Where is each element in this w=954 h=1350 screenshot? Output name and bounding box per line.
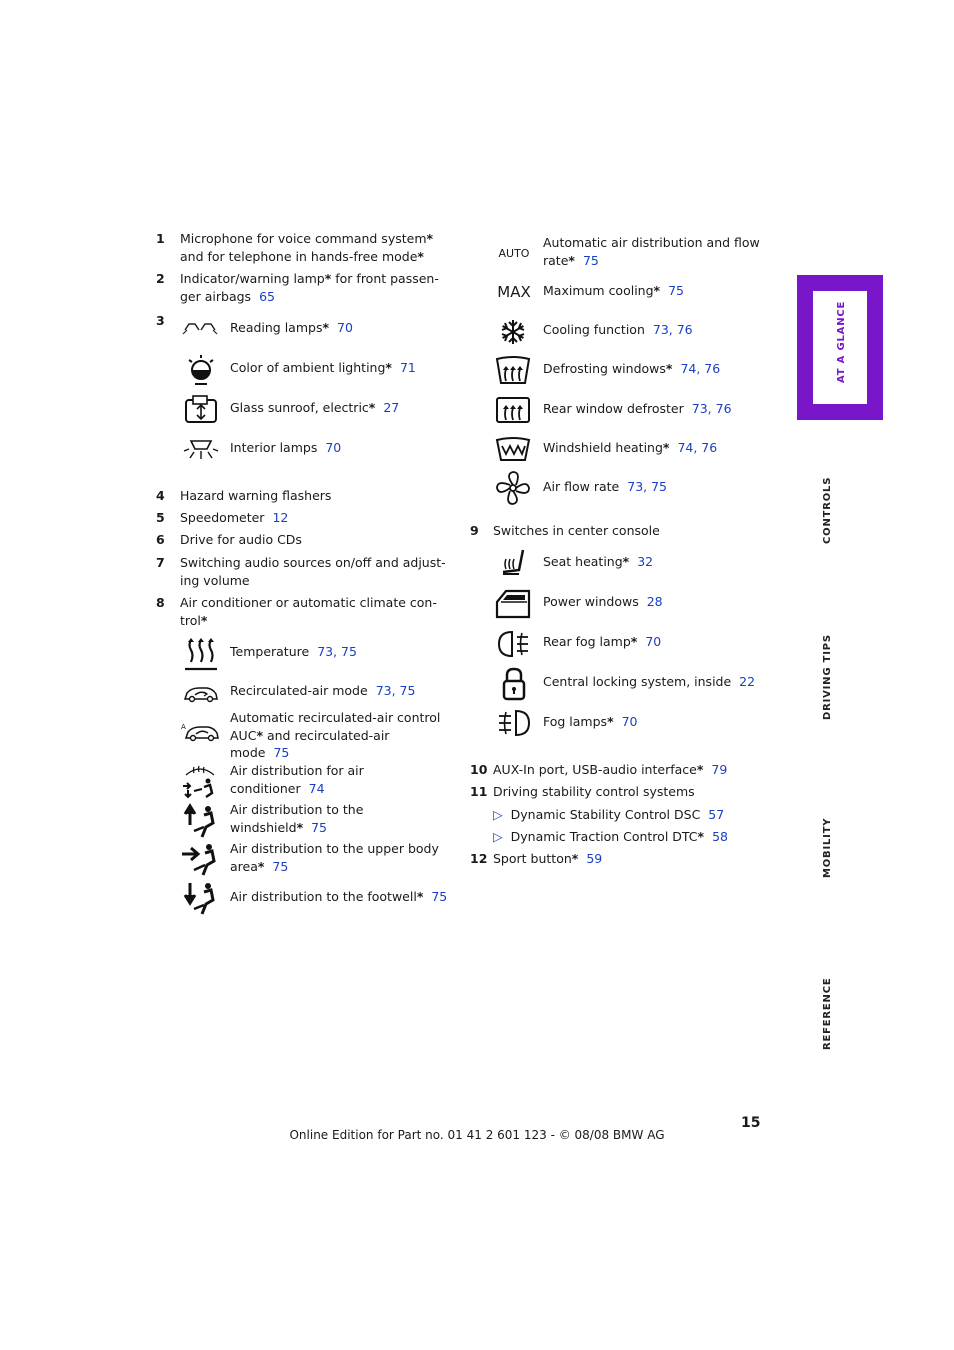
item-number: 11 xyxy=(470,784,488,799)
sub-list-label: Dynamic Traction Control DTC xyxy=(510,829,698,844)
page-link[interactable]: 74 xyxy=(308,780,325,796)
sub-item-label: Rear fog lamp xyxy=(543,634,631,649)
sub-item-label: Air flow rate xyxy=(543,479,620,494)
tab-driving-tips[interactable] xyxy=(797,630,883,730)
option-star: * xyxy=(665,361,673,376)
page-link[interactable]: 70 xyxy=(337,320,353,335)
auto-icon: AUTO xyxy=(498,247,530,261)
option-star: * xyxy=(662,440,670,455)
page-link[interactable]: 28 xyxy=(646,594,663,609)
sub-item-line2: rate xyxy=(543,252,569,268)
item-number: 9 xyxy=(470,523,479,538)
tab-label: MOBILITY xyxy=(822,817,833,878)
power-window-icon xyxy=(494,588,532,620)
tab-inner-panel xyxy=(813,291,867,404)
sub-item xyxy=(543,400,732,418)
sub-item-ac-dist xyxy=(230,762,364,797)
fan-icon xyxy=(494,470,532,506)
page-link[interactable]: 58 xyxy=(712,829,728,844)
sub-item xyxy=(543,593,663,611)
tab-controls[interactable] xyxy=(797,470,883,560)
sub-item-windshield xyxy=(230,801,363,836)
sub-list-label: Dynamic Stability Control DSC xyxy=(510,807,701,822)
item-2-text xyxy=(180,270,439,305)
item-number: 6 xyxy=(156,532,165,547)
option-star: * xyxy=(417,248,424,264)
item-4-label: Hazard warning flashers xyxy=(180,488,332,503)
item-number: 3 xyxy=(156,313,165,328)
air-to-windshield-icon xyxy=(180,803,220,839)
item-number: 5 xyxy=(156,510,165,525)
page-link[interactable]: 12 xyxy=(272,510,289,525)
option-star: * xyxy=(653,283,661,298)
triangle-bullet-icon: ▷ xyxy=(493,807,503,822)
sub-item-auto xyxy=(543,234,760,269)
item-10-label: AUX-In port, USB-audio interface xyxy=(493,762,697,777)
sub-item-label: Recirculated-air mode xyxy=(230,683,368,698)
option-star: * xyxy=(622,554,630,569)
option-star: * xyxy=(368,400,376,415)
triangle-bullet-icon: ▷ xyxy=(493,829,503,844)
item-7 xyxy=(180,554,446,589)
item-8 xyxy=(180,594,437,629)
sub-item xyxy=(543,713,638,731)
item-5 xyxy=(180,509,288,527)
item-number: 4 xyxy=(156,488,165,503)
item-11-label: Driving stability control systems xyxy=(493,784,695,799)
page-link[interactable]: 74, 76 xyxy=(677,440,718,455)
item-12 xyxy=(493,850,602,868)
option-star: * xyxy=(385,360,392,375)
defrost-windshield-icon xyxy=(494,355,532,387)
page-link[interactable]: 75 xyxy=(582,252,599,268)
sub-item-label: Color of ambient lighting xyxy=(230,360,386,375)
item-8-line1: Air conditioner or automatic climate con- xyxy=(180,595,437,610)
seat-heating-icon xyxy=(496,548,530,578)
page-link[interactable]: 75 xyxy=(311,819,328,835)
sub-item-label: Temperature xyxy=(230,644,310,659)
sub-item-line1: Automatic air distribution and flow xyxy=(543,235,760,250)
air-distribution-ac-icon xyxy=(180,761,220,799)
item-8-line2: trol xyxy=(180,612,201,628)
tab-label: CONTROLS xyxy=(822,476,833,544)
sub-item xyxy=(543,673,755,691)
sub-item-line2: area xyxy=(230,858,258,874)
ambient-light-icon xyxy=(184,352,218,388)
sub-item xyxy=(230,359,416,377)
sub-item xyxy=(230,888,447,906)
option-star: * xyxy=(426,231,434,246)
sub-item-line2a: AUC xyxy=(230,727,257,743)
page-link[interactable]: 70 xyxy=(325,440,342,455)
rear-defroster-icon xyxy=(494,395,532,425)
reading-lamps-icon xyxy=(180,316,220,340)
item-number: 12 xyxy=(470,851,488,866)
item-number: 2 xyxy=(156,271,165,286)
tab-label: DRIVING TIPS xyxy=(822,634,833,720)
item-6-label: Drive for audio CDs xyxy=(180,532,302,547)
interior-lamps-icon xyxy=(182,436,220,462)
sub-item-line2: conditioner xyxy=(230,780,301,796)
sub-item-label: Maximum cooling xyxy=(543,283,654,298)
sub-item-upper-body xyxy=(230,840,439,875)
page-link[interactable]: 73, 76 xyxy=(691,401,732,416)
sub-item-line1: Air distribution for air xyxy=(230,763,364,778)
svg-text:A: A xyxy=(181,723,186,731)
sub-item-line2b: and recirculated-air xyxy=(262,727,390,743)
item-7-line2: ing volume xyxy=(180,572,250,588)
item-2-line1: Indicator/warning lamp xyxy=(180,271,325,286)
sub-item-label: Air distribution to the footwell xyxy=(230,889,417,904)
sub-item xyxy=(230,399,399,417)
recirculated-air-icon xyxy=(182,683,220,705)
page-link[interactable]: 73, 75 xyxy=(375,683,416,698)
page-link[interactable]: 75 xyxy=(272,858,289,874)
tab-reference[interactable] xyxy=(797,975,883,1065)
snowflake-icon xyxy=(498,318,528,346)
sub-item xyxy=(543,321,693,339)
sub-item-label: Central locking system, inside xyxy=(543,674,732,689)
tab-mobility[interactable] xyxy=(797,810,883,890)
sub-item xyxy=(543,633,661,651)
temperature-icon xyxy=(182,636,220,672)
sub-item-label: Interior lamps xyxy=(230,440,318,455)
sub-item-label: Reading lamps xyxy=(230,320,323,335)
tab-label: REFERENCE xyxy=(822,977,833,1050)
sub-item-label: Windshield heating xyxy=(543,440,663,455)
option-star: * xyxy=(200,612,208,628)
sub-item-line1: Automatic recirculated-air control xyxy=(230,710,441,725)
option-star: * xyxy=(630,634,638,649)
sub-item-label: Cooling function xyxy=(543,322,645,337)
sunroof-icon xyxy=(182,393,220,427)
sub-item xyxy=(230,643,357,661)
page-link[interactable]: 73, 75 xyxy=(317,644,357,659)
page-link[interactable]: 27 xyxy=(383,400,400,415)
footer: Online Edition for Part no. 01 41 2 601 123 - © 08/08 BMW AG xyxy=(289,1128,665,1142)
sub-item-label: Defrosting windows xyxy=(543,361,666,376)
auc-icon xyxy=(180,720,220,744)
page-link[interactable]: 59 xyxy=(586,851,603,866)
item-number: 10 xyxy=(470,762,488,777)
option-star: * xyxy=(571,851,579,866)
sub-item xyxy=(543,360,720,378)
sub-item-label: Seat heating xyxy=(543,554,623,569)
sub-item xyxy=(543,553,653,571)
air-to-footwell-icon xyxy=(180,880,220,918)
sub-item-line3: mode xyxy=(230,745,266,760)
air-to-upper-body-icon xyxy=(180,842,220,878)
item-5-label: Speedometer xyxy=(180,510,265,525)
item-number: 8 xyxy=(156,595,165,610)
item-9-label: Switches in center console xyxy=(493,523,660,538)
option-star: * xyxy=(324,271,332,286)
rear-fog-lamp-icon xyxy=(496,629,532,659)
item-1-line2: and for telephone in hands-free mode xyxy=(180,248,418,264)
sub-list-item xyxy=(493,806,724,824)
page-link[interactable]: 70 xyxy=(645,634,662,649)
lock-icon xyxy=(500,666,528,702)
tab-at-a-glance[interactable] xyxy=(797,275,883,420)
sub-item-line1: Air distribution to the upper body xyxy=(230,841,439,856)
sub-list-item xyxy=(493,828,728,846)
option-star: * xyxy=(296,819,304,835)
sub-item xyxy=(230,682,415,700)
windshield-heating-icon xyxy=(494,436,532,464)
max-icon: MAX xyxy=(497,283,531,302)
sub-item-label: Power windows xyxy=(543,594,639,609)
fog-lamp-icon xyxy=(496,708,532,738)
item-1-text xyxy=(180,230,433,265)
item-2-line1b: for front passen- xyxy=(331,271,439,286)
sub-item xyxy=(230,439,341,457)
item-2-line2: ger airbags xyxy=(180,288,252,304)
page-link[interactable]: 73, 75 xyxy=(627,479,668,494)
tab-label: AT A GLANCE xyxy=(836,300,847,383)
option-star: * xyxy=(257,858,265,874)
page-link[interactable]: 75 xyxy=(668,283,684,298)
item-7-line1: Switching audio sources on/off and adjust- xyxy=(180,555,446,570)
option-star: * xyxy=(322,320,330,335)
option-star: * xyxy=(697,829,705,844)
item-1-line1: Microphone for voice command system xyxy=(180,231,427,246)
page-link[interactable]: 75 xyxy=(273,745,290,760)
option-star: * xyxy=(696,762,704,777)
option-star: * xyxy=(607,714,614,729)
item-number: 1 xyxy=(156,231,165,246)
page-link[interactable]: 74, 76 xyxy=(680,361,721,376)
sub-item xyxy=(543,439,717,457)
sub-item-label: Rear window defroster xyxy=(543,401,684,416)
page-link[interactable]: 70 xyxy=(621,714,638,729)
page-link[interactable]: 75 xyxy=(431,889,448,904)
sub-item xyxy=(230,319,353,337)
page-link[interactable]: 71 xyxy=(399,360,416,375)
sub-item-label: Fog lamps xyxy=(543,714,608,729)
sub-item-auc xyxy=(230,709,440,762)
page-link[interactable]: 79 xyxy=(711,762,728,777)
sub-item xyxy=(543,282,684,300)
sub-item-line1: Air distribution to the xyxy=(230,802,364,817)
item-10 xyxy=(493,761,727,779)
item-number: 7 xyxy=(156,555,165,570)
page-link[interactable]: 65 xyxy=(259,288,275,304)
option-star: * xyxy=(568,252,575,268)
page-link[interactable]: 22 xyxy=(739,674,756,689)
item-12-label: Sport button xyxy=(493,851,572,866)
page-number: 15 xyxy=(741,1115,761,1131)
sub-item-label: Glass sunroof, electric xyxy=(230,400,369,415)
option-star: * xyxy=(416,889,424,904)
page-link[interactable]: 57 xyxy=(708,807,725,822)
sub-item-line2: windshield xyxy=(230,819,297,835)
page-link[interactable]: 32 xyxy=(637,554,654,569)
sub-item xyxy=(543,478,667,496)
page-link[interactable]: 73, 76 xyxy=(652,322,693,337)
option-star: * xyxy=(256,727,263,743)
